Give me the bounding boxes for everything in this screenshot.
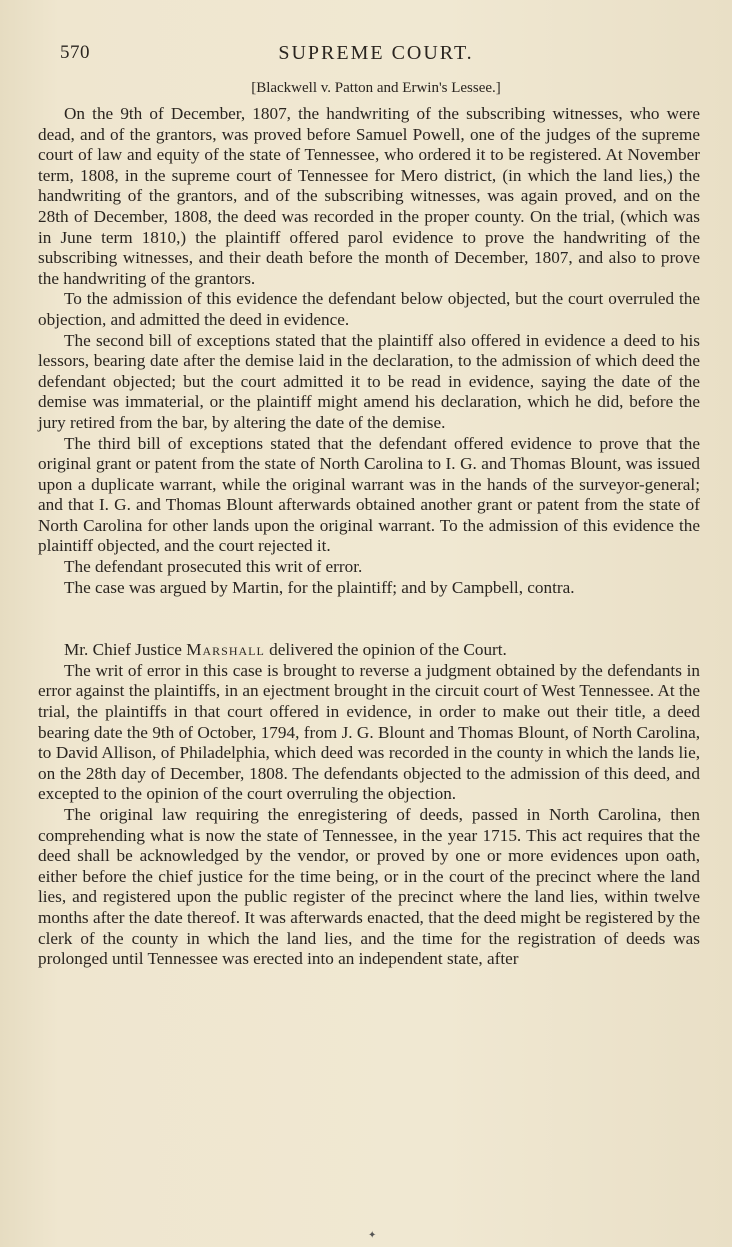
paragraph: The second bill of exceptions stated that the plaintiff also offered in evidence a deed to his lessors, bearing date after the demise laid in the declaration, to the admission of which deed the defendant objected; but the court admitted it to be read in evidence, saying the date of the demise was immaterial, or the plaintiff might amend his declaration, which he did, before the jury retired from the bar, by altering the date of the demise. <box>38 330 700 432</box>
paragraph: The defendant prosecuted this writ of error. <box>64 557 363 577</box>
paragraph: The third bill of exceptions stated that the defendant offered evidence to prove that the original grant or patent from the state of North Carolina to I. G. and Thomas Blount, was issued upon a duplicate warrant, while the original warrant was in the hands of the surveyor-general; and that I. G. and Thomas Blount afterwards obtained another grant or patent from the state of North Carolina for other lands upon the original warrant. To the admission of this evidence the plaintiff objected, and the court rejected it. <box>38 433 700 556</box>
printer-mark-icon: ✦ <box>368 1230 377 1241</box>
opinion-intro-before: Mr. Chief Justice <box>64 640 187 660</box>
opinion-paragraph: The original law requiring the enregistering of deeds, passed in North Carolina, then comprehending what is now the state of Tennessee, in the year 1715. This act requires that the deed shall be acknowledged by the vendor, or proved by one or more evidences upon oath, either before the chief justice for the time being, or in the court of the precinct where the land lies, and registered upon the public register of the precinct where the land lies, within twelve months after the date thereof. It was afterwards enacted, that the deed might be registered by the clerk of the county in which the land lies, and the time for the registration of deeds was prolonged until Tennessee was erected into an independent state, after <box>38 805 700 969</box>
opinion-paragraph: The writ of error in this case is brought to reverse a judgment obtained by the defendants in error against the plaintiffs, in an ejectment brought in the circuit court of West Tennessee. At the trial, the plaintiffs in that court offered in evidence, in order to make out their title, a deed bearing date the 9th of October, 1794, from J. G. Blount and Thomas Blount, of North Carolina, to David Allison, of Philadelphia, which deed was recorded in the county in which the lands lie, on the 28th day of December, 1808. The defendants objected to the admission of this deed, and excepted to the opinion of the court overruling the objection. <box>38 660 700 804</box>
paragraph: The case was argued by Martin, for the plaintiff; and by Campbell, contra. <box>64 577 575 597</box>
opinion-intro-after: delivered the opinion of the Court. <box>264 640 507 660</box>
opinion-intro <box>38 640 700 661</box>
paragraph: To the admission of this evidence the defendant below objected, but the court overruled the objection, and admitted the deed in evidence. <box>38 289 700 329</box>
page-header <box>60 42 692 72</box>
body-text <box>38 104 700 970</box>
paragraph: On the 9th of December, 1807, the handwriting of the subscribing witnesses, who were dead, and of the grantors, was proved before Samuel Powell, one of the judges of the supreme court of law and equity of the state of Tennessee, who ordered it to be registered. At November term, 1808, in the supreme court of Tennessee for Mero district, (in which the land lies,) the handwriting of the grantors, and of the subscribing witnesses, was again proved, and on the 28th of December, 1808, the deed was recorded in the proper county. On the trial, (which was in June term 1810,) the plaintiff offered parol evidence to prove the handwriting of the subscribing witnesses, and their death before the month of December, 1807, and also to prove the handwriting of the grantors. <box>38 104 700 288</box>
justice-name: Marshall <box>186 640 265 660</box>
case-caption: [Blackwell v. Patton and Erwin's Lessee.] <box>251 80 501 96</box>
running-head: SUPREME COURT. <box>278 42 474 64</box>
page-number: 570 <box>60 42 90 63</box>
